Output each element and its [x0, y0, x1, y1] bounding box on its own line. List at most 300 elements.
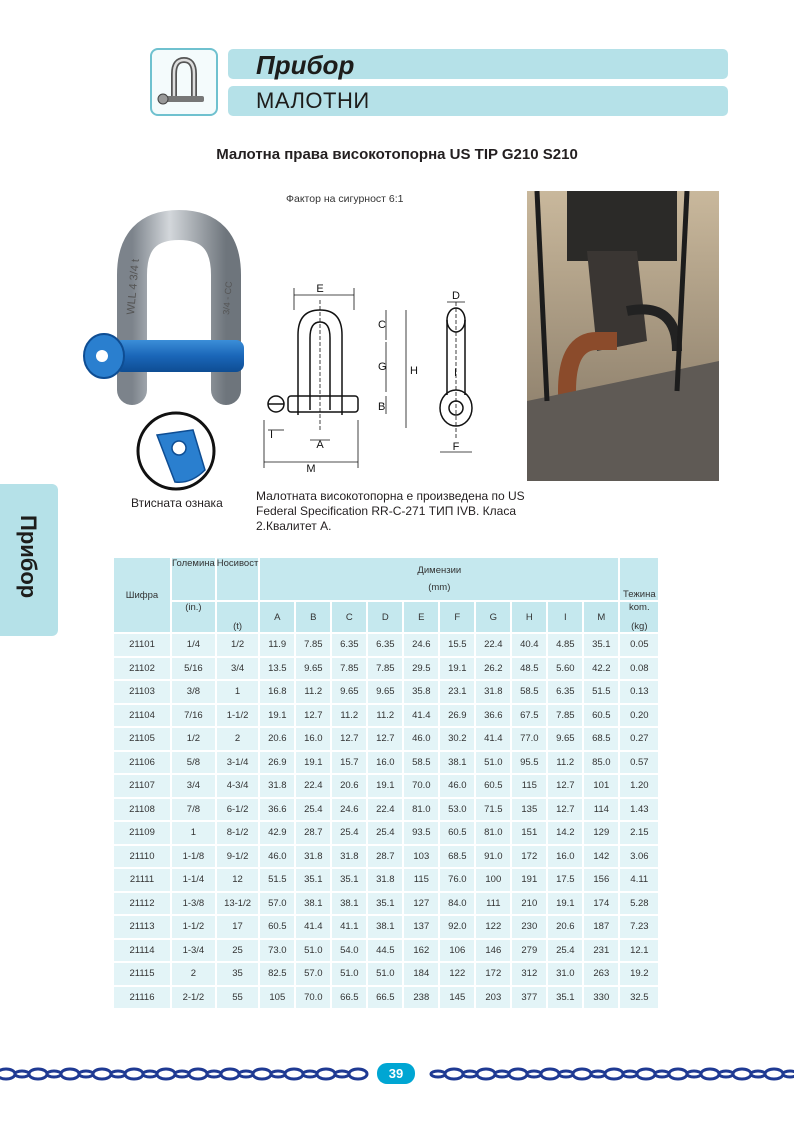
table-cell: 95.5	[511, 751, 547, 775]
table-cell: 38.1	[439, 751, 475, 775]
table-cell: 3.06	[619, 845, 659, 869]
table-cell: 7.23	[619, 915, 659, 939]
product-marking-1: WLL 4 3/4 t	[125, 258, 142, 316]
table-cell: 4.11	[619, 868, 659, 892]
table-cell: 1/2	[171, 727, 216, 751]
table-cell: 0.27	[619, 727, 659, 751]
table-cell: 12.7	[367, 727, 403, 751]
table-cell: 11.9	[259, 633, 295, 657]
header-col-c: C	[331, 601, 367, 633]
dim-label-m: M	[306, 463, 316, 475]
table-cell: 35	[216, 962, 260, 986]
table-cell: 38.1	[295, 892, 331, 916]
table-cell: 1/4	[171, 633, 216, 657]
table-cell: 58.5	[403, 751, 439, 775]
table-cell: 16.0	[367, 751, 403, 775]
table-cell: 21105	[113, 727, 171, 751]
table-cell: 135	[511, 798, 547, 822]
table-cell: 5/8	[171, 751, 216, 775]
table-cell: 41.4	[475, 727, 511, 751]
chain-link	[221, 1069, 239, 1079]
table-cell: 11.2	[547, 751, 583, 775]
dim-label-c: C	[378, 319, 386, 331]
header-subtitle: МАЛОТНИ	[256, 88, 370, 113]
table-cell: 156	[583, 868, 619, 892]
table-cell: 238	[403, 986, 439, 1010]
table-cell: 11.2	[367, 704, 403, 728]
table-cell: 7.85	[295, 633, 331, 657]
dim-label-f: F	[452, 441, 460, 453]
dim-label-b: B	[378, 401, 386, 413]
product-marking-2: 3/4 - CC	[221, 280, 234, 316]
header-col-m: M	[583, 601, 619, 633]
table-cell: 70.0	[403, 774, 439, 798]
chain-link	[751, 1071, 765, 1077]
table-cell: 210	[511, 892, 547, 916]
table-cell: 21112	[113, 892, 171, 916]
table-cell: 21108	[113, 798, 171, 822]
table-cell: 92.0	[439, 915, 475, 939]
table-cell: 22.4	[367, 798, 403, 822]
dim-label-i: I	[270, 429, 274, 441]
table-cell: 162	[403, 939, 439, 963]
table-cell: 1-1/8	[171, 845, 216, 869]
table-cell: 21106	[113, 751, 171, 775]
table-cell: 129	[583, 821, 619, 845]
table-cell: 77.0	[511, 727, 547, 751]
table-cell: 35.1	[295, 868, 331, 892]
table-cell: 1.43	[619, 798, 659, 822]
table-cell: 66.5	[331, 986, 367, 1010]
page-title: Малотна права високотопорна US TIP G210 S210	[216, 146, 578, 163]
table-cell: 15.7	[331, 751, 367, 775]
header-load-unit: (t)	[216, 601, 260, 633]
chain-link	[559, 1071, 573, 1077]
table-cell: 7/8	[171, 798, 216, 822]
shackle-in-use-photo	[527, 191, 719, 481]
table-row	[113, 868, 659, 892]
shackle-logo-icon	[150, 48, 218, 116]
table-cell: 21111	[113, 868, 171, 892]
table-cell: 19.1	[547, 892, 583, 916]
table-cell: 12.7	[331, 727, 367, 751]
table-cell: 115	[511, 774, 547, 798]
table-cell: 67.5	[511, 704, 547, 728]
table-cell: 7/16	[171, 704, 216, 728]
chain-link	[477, 1069, 495, 1079]
table-cell: 15.5	[439, 633, 475, 657]
chain-link	[733, 1069, 751, 1079]
table-cell: 9.65	[295, 657, 331, 681]
table-cell: 3/8	[171, 680, 216, 704]
table-cell: 1/2	[216, 633, 260, 657]
table-cell: 9.65	[367, 680, 403, 704]
table-cell: 46.0	[259, 845, 295, 869]
specifications-table	[112, 556, 660, 1010]
table-cell: 2	[216, 727, 260, 751]
header-weight-unit	[619, 601, 659, 633]
table-row	[113, 751, 659, 775]
dim-label-h: H	[410, 365, 418, 377]
header-col-a: A	[259, 601, 295, 633]
chain-link	[349, 1069, 367, 1079]
header-weight-unit-1: kom.	[629, 602, 650, 613]
table-cell: 31.8	[367, 868, 403, 892]
chain-link	[431, 1071, 445, 1077]
dim-label-g: G	[378, 361, 387, 373]
table-cell: 5.28	[619, 892, 659, 916]
table-cell: 9.65	[331, 680, 367, 704]
table-row	[113, 962, 659, 986]
table-cell: 1	[171, 821, 216, 845]
table-cell: 28.7	[295, 821, 331, 845]
table-cell: 3/4	[171, 774, 216, 798]
header-weight-unit-2: (kg)	[631, 621, 648, 632]
table-cell: 23.1	[439, 680, 475, 704]
table-cell: 16.0	[295, 727, 331, 751]
header-code: Шифра	[113, 557, 171, 633]
chain-link	[93, 1069, 111, 1079]
table-cell: 41.4	[295, 915, 331, 939]
table-cell: 142	[583, 845, 619, 869]
table-cell: 151	[511, 821, 547, 845]
table-cell: 29.5	[403, 657, 439, 681]
table-cell: 21103	[113, 680, 171, 704]
chain-link	[125, 1069, 143, 1079]
table-cell: 105	[259, 986, 295, 1010]
dim-label-d: D	[452, 290, 460, 302]
table-row	[113, 915, 659, 939]
table-cell: 184	[403, 962, 439, 986]
side-tab-label: Прибор	[16, 515, 41, 599]
side-tab	[0, 484, 58, 636]
table-cell: 21102	[113, 657, 171, 681]
table-cell: 60.5	[583, 704, 619, 728]
chain-link	[669, 1069, 687, 1079]
chain-link	[189, 1069, 207, 1079]
table-cell: 12	[216, 868, 260, 892]
table-cell: 28.7	[367, 845, 403, 869]
table-cell: 377	[511, 986, 547, 1010]
chain-link	[495, 1071, 509, 1077]
table-cell: 6.35	[331, 633, 367, 657]
table-cell: 76.0	[439, 868, 475, 892]
table-cell: 5.60	[547, 657, 583, 681]
table-row	[113, 704, 659, 728]
header-col-d: D	[367, 601, 403, 633]
table-cell: 21113	[113, 915, 171, 939]
table-cell: 8-1/2	[216, 821, 260, 845]
table-cell: 279	[511, 939, 547, 963]
table-cell: 101	[583, 774, 619, 798]
product-description: Малотната високотопорна е произведена по US Federal Specification RR-C-271 ТИП IVB. Класа 2.Квалитет А.	[256, 489, 525, 533]
table-cell: 91.0	[475, 845, 511, 869]
table-cell: 51.0	[367, 962, 403, 986]
table-cell: 146	[475, 939, 511, 963]
safety-factor: Фактор на сигурност 6:1	[286, 193, 404, 205]
table-cell: 1-1/2	[171, 915, 216, 939]
table-cell: 127	[403, 892, 439, 916]
table-cell: 3/4	[216, 657, 260, 681]
chain-link	[719, 1071, 733, 1077]
table-cell: 19.1	[367, 774, 403, 798]
table-cell: 100	[475, 868, 511, 892]
table-cell: 85.0	[583, 751, 619, 775]
chain-link	[157, 1069, 175, 1079]
table-cell: 22.4	[295, 774, 331, 798]
table-cell: 106	[439, 939, 475, 963]
table-cell: 93.5	[403, 821, 439, 845]
chain-link	[253, 1069, 271, 1079]
table-cell: 11.2	[295, 680, 331, 704]
chain-link	[271, 1071, 285, 1077]
table-row	[113, 892, 659, 916]
dim-label-i-side: I	[454, 367, 458, 379]
table-cell: 0.05	[619, 633, 659, 657]
chain-link	[463, 1071, 477, 1077]
table-cell: 12.7	[547, 798, 583, 822]
table-cell: 35.1	[547, 986, 583, 1010]
table-cell: 174	[583, 892, 619, 916]
table-cell: 0.08	[619, 657, 659, 681]
table-cell: 6.35	[367, 633, 403, 657]
table-cell: 5/16	[171, 657, 216, 681]
table-cell: 12.7	[547, 774, 583, 798]
table-cell: 4-3/4	[216, 774, 260, 798]
table-cell: 36.6	[475, 704, 511, 728]
table-cell: 191	[511, 868, 547, 892]
chain-link	[175, 1071, 189, 1077]
table-cell: 21116	[113, 986, 171, 1010]
chain-link	[207, 1071, 221, 1077]
table-cell: 0.13	[619, 680, 659, 704]
chain-link	[605, 1069, 623, 1079]
header-col-g: G	[475, 601, 511, 633]
table-cell: 31.0	[547, 962, 583, 986]
chain-link	[111, 1071, 125, 1077]
table-cell: 1.20	[619, 774, 659, 798]
page-number: 39	[377, 1063, 415, 1084]
table-cell: 48.5	[511, 657, 547, 681]
chain-link	[623, 1071, 637, 1077]
table-cell: 230	[511, 915, 547, 939]
table-cell: 26.2	[475, 657, 511, 681]
table-cell: 12.1	[619, 939, 659, 963]
header-dimensions	[259, 557, 619, 601]
table-row	[113, 939, 659, 963]
shackle-product-image	[74, 205, 254, 405]
table-row	[113, 845, 659, 869]
table-cell: 41.1	[331, 915, 367, 939]
table-cell: 20.6	[259, 727, 295, 751]
table-cell: 42.9	[259, 821, 295, 845]
chain-link	[591, 1071, 605, 1077]
table-cell: 25.4	[547, 939, 583, 963]
stamp-detail-image	[135, 410, 217, 492]
table-cell: 57.0	[259, 892, 295, 916]
table-cell: 68.5	[583, 727, 619, 751]
table-cell: 6.35	[547, 680, 583, 704]
table-cell: 40.4	[511, 633, 547, 657]
chain-link	[335, 1071, 349, 1077]
table-cell: 1-1/2	[216, 704, 260, 728]
table-cell: 31.8	[259, 774, 295, 798]
table-cell: 11.2	[331, 704, 367, 728]
table-cell: 14.2	[547, 821, 583, 845]
table-cell: 19.1	[295, 751, 331, 775]
table-cell: 137	[403, 915, 439, 939]
table-cell: 81.0	[403, 798, 439, 822]
table-cell: 60.5	[475, 774, 511, 798]
chain-link	[765, 1069, 783, 1079]
table-cell: 38.1	[367, 915, 403, 939]
table-cell: 51.5	[583, 680, 619, 704]
dim-label-a: A	[316, 439, 324, 451]
table-cell: 21115	[113, 962, 171, 986]
table-cell: 68.5	[439, 845, 475, 869]
header-col-e: E	[403, 601, 439, 633]
table-cell: 25.4	[331, 821, 367, 845]
table-cell: 19.1	[259, 704, 295, 728]
header-load: Носивост	[216, 557, 260, 601]
table-cell: 46.0	[403, 727, 439, 751]
table-cell: 84.0	[439, 892, 475, 916]
header-size-unit: (in.)	[171, 601, 216, 633]
chain-link	[61, 1069, 79, 1079]
table-body	[113, 633, 659, 1009]
table-cell: 35.1	[583, 633, 619, 657]
chain-link	[79, 1071, 93, 1077]
table-cell: 6-1/2	[216, 798, 260, 822]
table-cell: 13.5	[259, 657, 295, 681]
header-title: Прибор	[256, 50, 355, 80]
table-cell: 16.8	[259, 680, 295, 704]
table-cell: 24.6	[403, 633, 439, 657]
table-cell: 22.4	[475, 633, 511, 657]
table-cell: 53.0	[439, 798, 475, 822]
table-cell: 32.5	[619, 986, 659, 1010]
table-cell: 35.8	[403, 680, 439, 704]
table-row	[113, 986, 659, 1010]
table-cell: 73.0	[259, 939, 295, 963]
table-cell: 71.5	[475, 798, 511, 822]
table-cell: 19.1	[439, 657, 475, 681]
table-cell: 2	[171, 962, 216, 986]
header-col-h: H	[511, 601, 547, 633]
table-cell: 21109	[113, 821, 171, 845]
table-cell: 26.9	[259, 751, 295, 775]
table-cell: 31.8	[331, 845, 367, 869]
table-cell: 42.2	[583, 657, 619, 681]
table-cell: 7.85	[547, 704, 583, 728]
chain-link	[47, 1071, 61, 1077]
table-row	[113, 727, 659, 751]
table-cell: 44.5	[367, 939, 403, 963]
table-cell: 21107	[113, 774, 171, 798]
table-row	[113, 774, 659, 798]
table-cell: 21104	[113, 704, 171, 728]
table-cell: 187	[583, 915, 619, 939]
table-cell: 25	[216, 939, 260, 963]
chain-link	[687, 1071, 701, 1077]
table-cell: 25.4	[367, 821, 403, 845]
table-cell: 263	[583, 962, 619, 986]
shackle-dimension-drawing	[258, 280, 508, 475]
table-cell: 46.0	[439, 774, 475, 798]
table-cell: 12.7	[295, 704, 331, 728]
table-cell: 3-1/4	[216, 751, 260, 775]
table-cell: 122	[439, 962, 475, 986]
table-cell: 172	[475, 962, 511, 986]
table-cell: 330	[583, 986, 619, 1010]
table-cell: 114	[583, 798, 619, 822]
table-row	[113, 657, 659, 681]
table-cell: 16.0	[547, 845, 583, 869]
table-cell: 54.0	[331, 939, 367, 963]
header-col-b: B	[295, 601, 331, 633]
table-cell: 1	[216, 680, 260, 704]
table-cell: 60.5	[259, 915, 295, 939]
table-cell: 203	[475, 986, 511, 1010]
table-cell: 51.0	[295, 939, 331, 963]
chain-link	[29, 1069, 47, 1079]
table-cell: 7.85	[367, 657, 403, 681]
table-cell: 145	[439, 986, 475, 1010]
table-cell: 81.0	[475, 821, 511, 845]
table-cell: 82.5	[259, 962, 295, 986]
table-cell: 38.1	[331, 892, 367, 916]
header-col-f: F	[439, 601, 475, 633]
table-cell: 1-3/4	[171, 939, 216, 963]
table-cell: 17.5	[547, 868, 583, 892]
table-cell: 172	[511, 845, 547, 869]
table-cell: 51.5	[259, 868, 295, 892]
table-cell: 21101	[113, 633, 171, 657]
table-cell: 57.0	[295, 962, 331, 986]
table-cell: 31.8	[475, 680, 511, 704]
table-cell: 115	[403, 868, 439, 892]
table-cell: 55	[216, 986, 260, 1010]
header-dimensions-label: Димензии	[417, 565, 462, 576]
chain-link	[655, 1071, 669, 1077]
chain-link	[701, 1069, 719, 1079]
table-row	[113, 633, 659, 657]
table-cell: 24.6	[331, 798, 367, 822]
table-cell: 20.6	[331, 774, 367, 798]
table-cell: 0.57	[619, 751, 659, 775]
table-cell: 25.4	[295, 798, 331, 822]
chain-link	[143, 1071, 157, 1077]
table-cell: 7.85	[331, 657, 367, 681]
stamp-caption: Втисната ознака	[131, 496, 223, 510]
chain-link	[541, 1069, 559, 1079]
chain-link	[637, 1069, 655, 1079]
table-cell: 66.5	[367, 986, 403, 1010]
chain-link	[303, 1071, 317, 1077]
table-cell: 35.1	[331, 868, 367, 892]
chain-link	[783, 1071, 794, 1077]
table-cell: 122	[475, 915, 511, 939]
table-cell: 51.0	[475, 751, 511, 775]
table-cell: 26.9	[439, 704, 475, 728]
table-cell: 21114	[113, 939, 171, 963]
chain-link	[0, 1069, 15, 1079]
table-cell: 9-1/2	[216, 845, 260, 869]
table-row	[113, 680, 659, 704]
header-dimensions-unit: (mm)	[428, 582, 451, 593]
table-cell: 2.15	[619, 821, 659, 845]
table-cell: 35.1	[367, 892, 403, 916]
